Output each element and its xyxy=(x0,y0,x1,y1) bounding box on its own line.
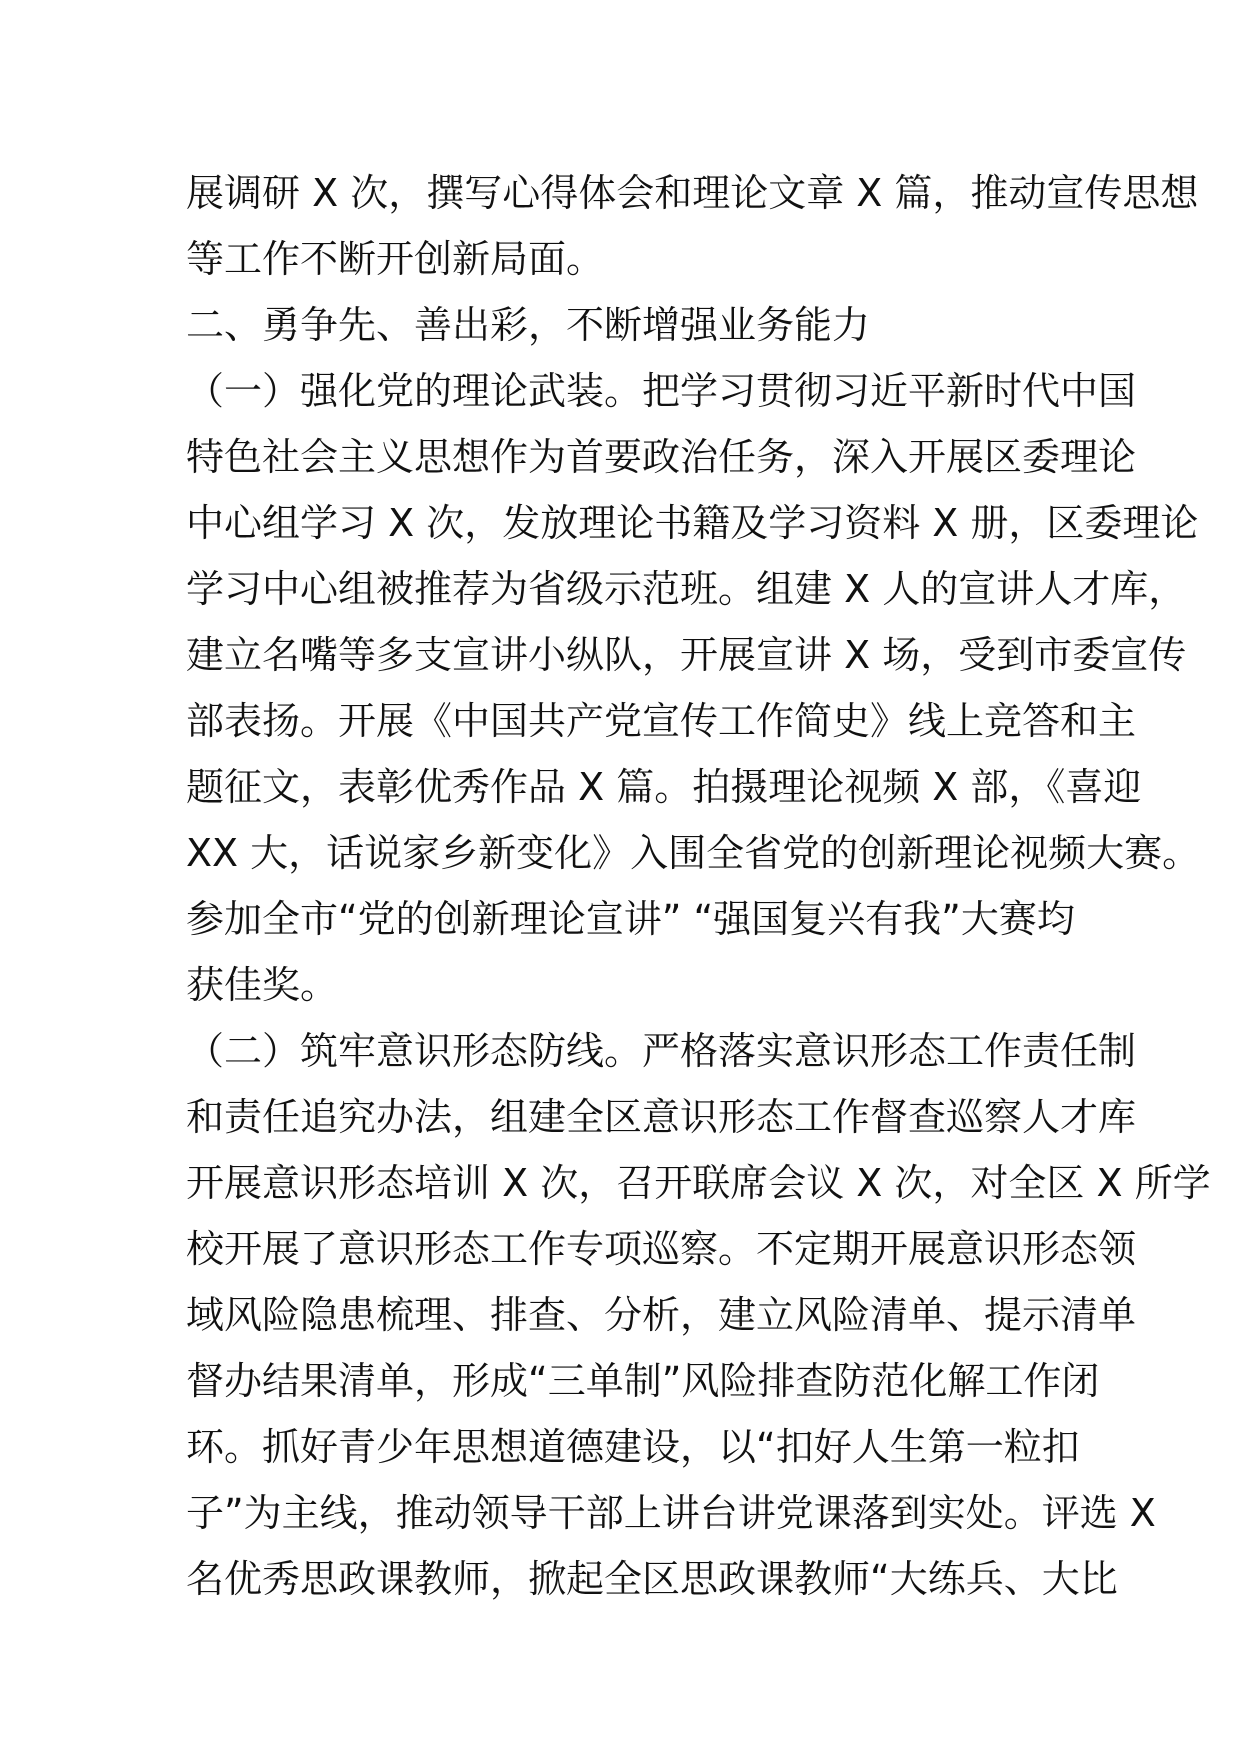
text-line: 题征文，表彰优秀作品 X 篇。拍摄理论视频 X 部，《喜迎 xyxy=(186,765,1142,809)
text-line: 建立名嘴等多支宣讲小纵队，开展宣讲 X 场，受到市委宣传 xyxy=(186,633,1187,677)
text-line: （一）强化党的理论武装。把学习贯彻习近平新时代中国 xyxy=(186,369,1137,413)
text-line: 中心组学习 X 次，发放理论书籍及学习资料 X 册，区委理论 xyxy=(186,501,1199,545)
text-line: XX 大，话说家乡新变化》入围全省党的创新理论视频大赛。 xyxy=(186,831,1201,875)
text-line: 校开展了意识形态工作专项巡察。不定期开展意识形态领 xyxy=(186,1227,1137,1271)
text-line: 展调研 X 次，撰写心得体会和理论文章 X 篇，推动宣传思想 xyxy=(186,171,1199,215)
text-line: 名优秀思政课教师，掀起全区思政课教师“大练兵、大比 xyxy=(186,1557,1118,1601)
text-line: 环。抓好青少年思想道德建设，以“扣好人生第一粒扣 xyxy=(186,1425,1080,1469)
section-heading: 二、勇争先、善出彩，不断增强业务能力 xyxy=(186,303,871,347)
text-line: 获佳奖。 xyxy=(186,963,339,1007)
text-line: 子”为主线，推动领导干部上讲台讲党课落到实处。评选 X xyxy=(186,1491,1156,1535)
text-line: 特色社会主义思想作为首要政治任务，深入开展区委理论 xyxy=(186,435,1137,479)
text-line: 参加全市“党的创新理论宣讲” “强国复兴有我”大赛均 xyxy=(186,897,1075,941)
text-line: 部表扬。开展《中国共产党宣传工作简史》线上竞答和主 xyxy=(186,699,1137,743)
text-line: 和责任追究办法，组建全区意识形态工作督查巡察人才库 xyxy=(186,1095,1137,1139)
text-line: 开展意识形态培训 X 次，召开联席会议 X 次，对全区 X 所学 xyxy=(186,1161,1211,1205)
text-line: 学习中心组被推荐为省级示范班。组建 X 人的宣讲人才库， xyxy=(186,567,1187,611)
document-body xyxy=(186,160,1211,1612)
text-line: （二）筑牢意识形态防线。严格落实意识形态工作责任制 xyxy=(186,1029,1137,1073)
text-line: 等工作不断开创新局面。 xyxy=(186,237,605,281)
text-line: 督办结果清单，形成“三单制”风险排查防范化解工作闭 xyxy=(186,1359,1100,1403)
text-line: 域风险隐患梳理、排查、分析，建立风险清单、提示清单 xyxy=(186,1293,1137,1337)
